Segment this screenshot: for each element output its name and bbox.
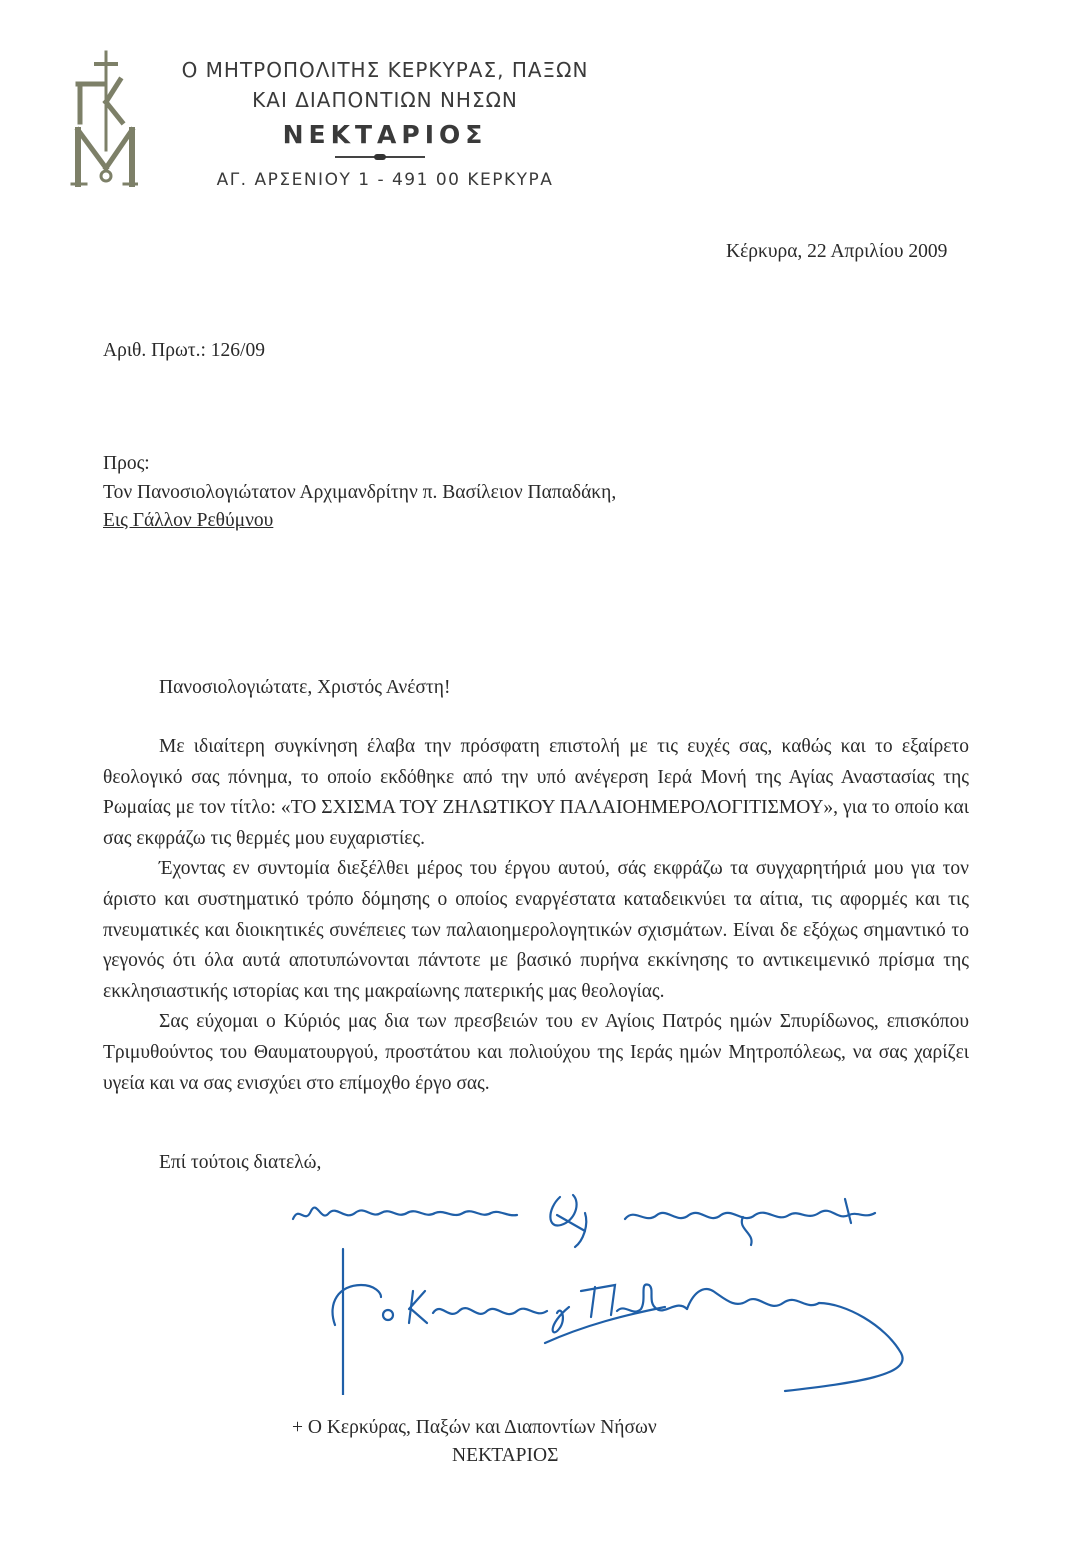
letter-date: Κέρκυρα, 22 Απριλίου 2009 bbox=[726, 241, 948, 262]
letterhead-divider-ornament bbox=[374, 154, 386, 160]
monogram-logo bbox=[68, 50, 138, 190]
recipient-label: Προς: bbox=[103, 453, 150, 474]
recipient-name: Τον Πανοσιολογιώτατον Αρχιμανδρίτην π. Βασίλειον Παπαδάκη, bbox=[103, 482, 617, 503]
signoff-name: ΝΕΚΤΑΡΙΟΣ bbox=[452, 1445, 559, 1466]
handwritten-signature bbox=[285, 1185, 915, 1395]
recipient-place: Εις Γάλλον Ρεθύμνου bbox=[103, 510, 274, 531]
closing-phrase: Επί τούτοις διατελώ, bbox=[159, 1152, 322, 1173]
body-paragraph-2: Έχοντας εν συντομία διεξέλθει μέρος του έργου αυτού, σάς εκφράζω τα συγχαρητήριά μου για τον άριστο και συστηματικό τρόπο δόμησης ο οποίος εναργέστατα καταδεικνύει τα αίτια, τις αφορμές και τις πνευματικές και διοικητικές συνέπειες των παλαιοημερολογητικών σχισμάτων. Είναι δε εξόχως σημαντικό το γεγονός ότι όλα αυτά αποτυπώνονται πάντοτε με βασικό πυρήνα εκκίνησης το αντικειμενικό πρίσμα της εκκλησιαστικής ιστορίας και της μακραίωνης πατερικής μας θεολογίας. bbox=[103, 858, 969, 1002]
letter-body bbox=[103, 732, 969, 1099]
body-paragraph-3: Σας εύχομαι ο Κύριός μας δια των πρεσβειών του εν Αγίοις Πατρός ημών Σπυρίδωνος, επισκόπου Τριμυθούντος του Θαυματουργού, προστάτου και πολιούχου της Ιεράς ημών Μητροπόλεως, να σας χαρίζει υγεία και να σας ενισχύει στο επίμοχθο έργο σας. bbox=[103, 1011, 969, 1094]
body-paragraph-1: Με ιδιαίτερη συγκίνηση έλαβα την πρόσφατη επιστολή με τις ευχές σας, καθώς και το εξαίρετο θεολογικό σας πόνημα, το οποίο εκδόθηκε από την υπό ανέγερση Ιερά Μονή της Αγίας Αναστασίας της Ρωμαίας με τον τίτλο: «ΤΟ ΣΧΙΣΜΑ ΤΟΥ ΖΗΛΩΤΙΚΟΥ ΠΑΛΑΙΟΗΜΕΡΟΛΟΓΙΤΙΣΜΟΥ», για το οποίο και σας εκφράζω τις θερμές μου ευχαριστίες. bbox=[103, 736, 969, 849]
letterhead-address: ΑΓ. ΑΡΣΕΝΙΟΥ 1 - 491 00 ΚΕΡΚΥΡΑ bbox=[216, 170, 554, 190]
protocol-number: Αριθ. Πρωτ.: 126/09 bbox=[103, 340, 265, 361]
letterhead-title-line2: ΚΑΙ ΔΙΑΠΟΝΤΙΩΝ ΝΗΣΩΝ bbox=[252, 88, 518, 112]
salutation: Πανοσιολογιώτατε, Χριστός Ανέστη! bbox=[159, 677, 451, 698]
letterhead-title-line1: Ο ΜΗΤΡΟΠΟΛΙΤΗΣ ΚΕΡΚΥΡΑΣ, ΠΑΞΩΝ bbox=[181, 58, 589, 82]
letterhead-name: ΝΕΚΤΑΡΙΟΣ bbox=[282, 120, 488, 149]
signoff-title: + Ο Κερκύρας, Παξών και Διαποντίων Νήσων bbox=[292, 1417, 657, 1438]
